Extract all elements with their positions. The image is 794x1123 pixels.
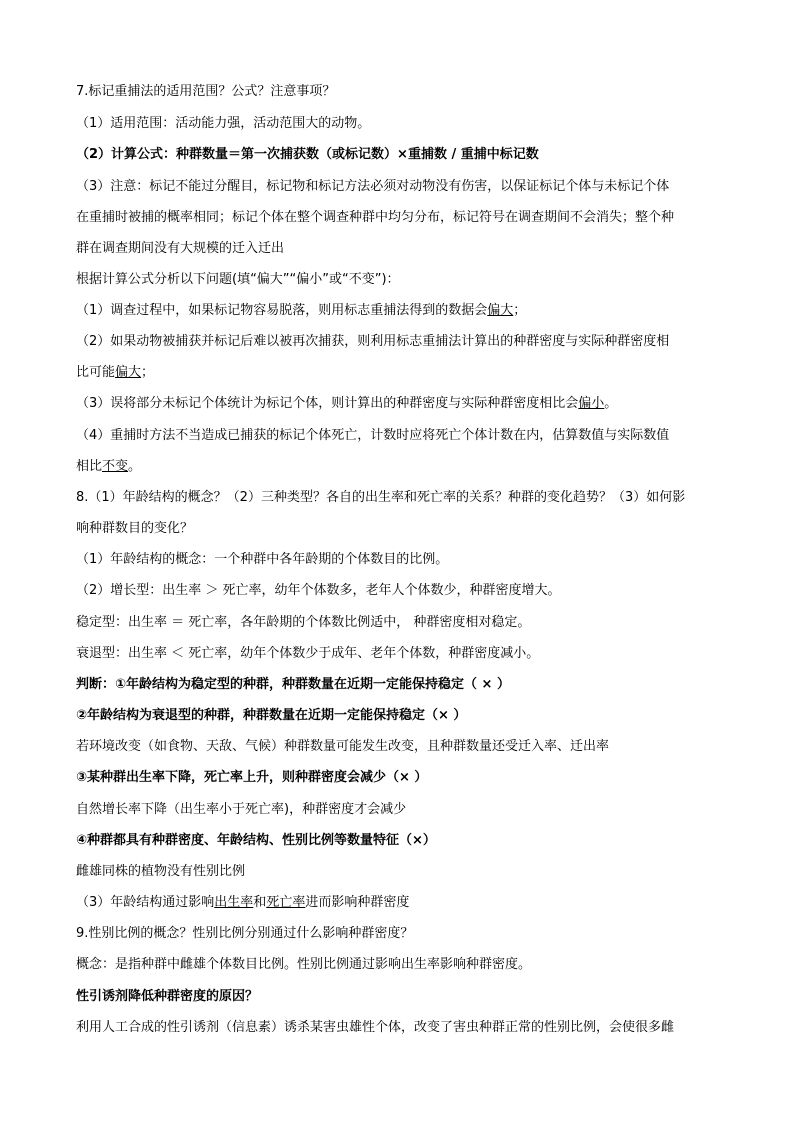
judge-2: ②年龄结构为衰退型的种群，种群数量在近期一定能保持稳定（× ）: [76, 708, 467, 723]
q7-analysis-2-line2: [76, 364, 726, 382]
q7-scope: （1）适用范围：活动能力强，活动范围大的动物。: [76, 116, 371, 131]
q7-formula: （2）计算公式：种群数量＝第一次捕获数（或标记数）×重捕数 / 重捕中标记数: [76, 147, 539, 162]
q8-influence-text: （3）年龄结构通过影响: [76, 895, 215, 910]
q8-heading-line2: 响种群数目的变化？: [76, 521, 194, 536]
q8-influence-and: 和: [253, 895, 267, 910]
q7-analysis-1-end: ；: [513, 303, 527, 318]
q8-influence: [76, 894, 726, 912]
q7-analysis-2-answer: 偏大: [115, 365, 142, 380]
q7-analysis-3-text: （3）误将部分未标记个体统计为标记个体，则计算出的种群密度与实际种群密度相比会: [76, 396, 579, 411]
judge-1: 判断：①年龄结构为稳定型的种群，种群数量在近期一定能保持稳定（ × ）: [76, 677, 510, 692]
q7-analysis-2-end: ；: [141, 365, 155, 380]
q7-analysis-3-answer: 偏小: [578, 396, 605, 411]
q9-attractant-answer: 利用人工合成的性引诱剂（信息素）诱杀某害虫雄性个体，改变了害虫种群正常的性别比例，会使很多雌: [76, 1020, 675, 1035]
q7-analysis-2-line1: （2）如果动物被捕获并标记后难以被再次捕获，则利用标志重捕法计算出的种群密度与实际种群密度相: [76, 334, 670, 349]
q8-concept: （1）年龄结构的概念：一个种群中各年龄期的个体数目的比例。: [76, 552, 449, 567]
q7-heading: 7.标记重捕法的适用范围？公式？注意事项？: [76, 84, 336, 99]
q7-analysis-4-text: 相比: [76, 459, 103, 474]
q7-analysis-3: [76, 395, 726, 413]
q8-stable-type: 稳定型：出生率 ＝ 死亡率，各年龄期的个体数比例适中， 种群密度相对稳定。: [76, 615, 531, 630]
q7-analysis-4-line2: [76, 458, 726, 476]
q7-notes-line3: 群在调查期间没有大规模的迁入迁出: [76, 241, 285, 256]
q7-notes-line2: 在重捕时被捕的概率相同；标记个体在整个调查种群中均匀分布，标记符号在调查期间不会消失；整个种: [76, 210, 675, 225]
q8-influence-birth-rate: 出生率: [214, 895, 254, 910]
q9-heading: 9.性别比例的概念？性别比例分别通过什么影响种群密度？: [76, 926, 414, 941]
q8-influence-end: 进而影响种群密度: [305, 895, 410, 910]
q8-influence-death-rate: 死亡率: [266, 895, 306, 910]
q9-attractant-question: 性引诱剂降低种群密度的原因？: [76, 989, 259, 1004]
q7-analysis-4-end: 。: [128, 459, 142, 474]
q7-notes-line1: （3）注意：标记不能过分醒目，标记物和标记方法必须对动物没有伤害，以保证标记个体与未标记个体: [76, 179, 670, 194]
q7-analysis-2-text: 比可能: [76, 365, 116, 380]
q7-analysis-4-line1: （4）重捕时方法不当造成已捕获的标记个体死亡，计数时应将死亡个体计数在内，估算数值与实际数值: [76, 428, 670, 443]
q7-analysis-1: [76, 302, 726, 320]
q8-decline-type: 衰退型：出生率 ＜ 死亡率，幼年个体数少于成年、老年个体数，种群密度减小。: [76, 646, 540, 661]
judge-3: ③某种群出生率下降，死亡率上升，则种群密度会减少（× ）: [76, 770, 428, 785]
judge-4-explanation: 雌雄同株的植物没有性别比例: [76, 864, 246, 879]
judge-4: ④种群都具有种群密度、年龄结构、性别比例等数量特征（×）: [76, 833, 436, 848]
q7-analysis-1-answer: 偏大: [487, 303, 514, 318]
q8-heading-line1: 8.（1）年龄结构的概念？（2）三种类型？各自的出生率和死亡率的关系？种群的变化趋势？（3）如何影: [76, 490, 686, 505]
q7-analysis-4-answer: 不变: [102, 459, 129, 474]
q7-analysis-intro: 根据计算公式分析以下问题(填“偏大”“偏小”或“不变”)：: [76, 272, 400, 287]
judge-3-explanation: 自然增长率下降（出生率小于死亡率)，种群密度才会减少: [76, 802, 407, 817]
judge-2-explanation: 若环境改变（如食物、天敌、气候）种群数量可能发生改变，且种群数量还受迁入率、迁出率: [76, 739, 610, 754]
q7-analysis-3-end: 。: [604, 396, 618, 411]
q9-concept: 概念：是指种群中雌雄个体数目比例。性别比例通过影响出生率影响种群密度。: [76, 957, 532, 972]
q7-analysis-1-text: （1）调查过程中，如果标记物容易脱落，则用标志重捕法得到的数据会: [76, 303, 488, 318]
q8-growth-type: （2）增长型：出生率 ＞ 死亡率，幼年个体数多，老年人个体数少，种群密度增大。: [76, 583, 561, 598]
